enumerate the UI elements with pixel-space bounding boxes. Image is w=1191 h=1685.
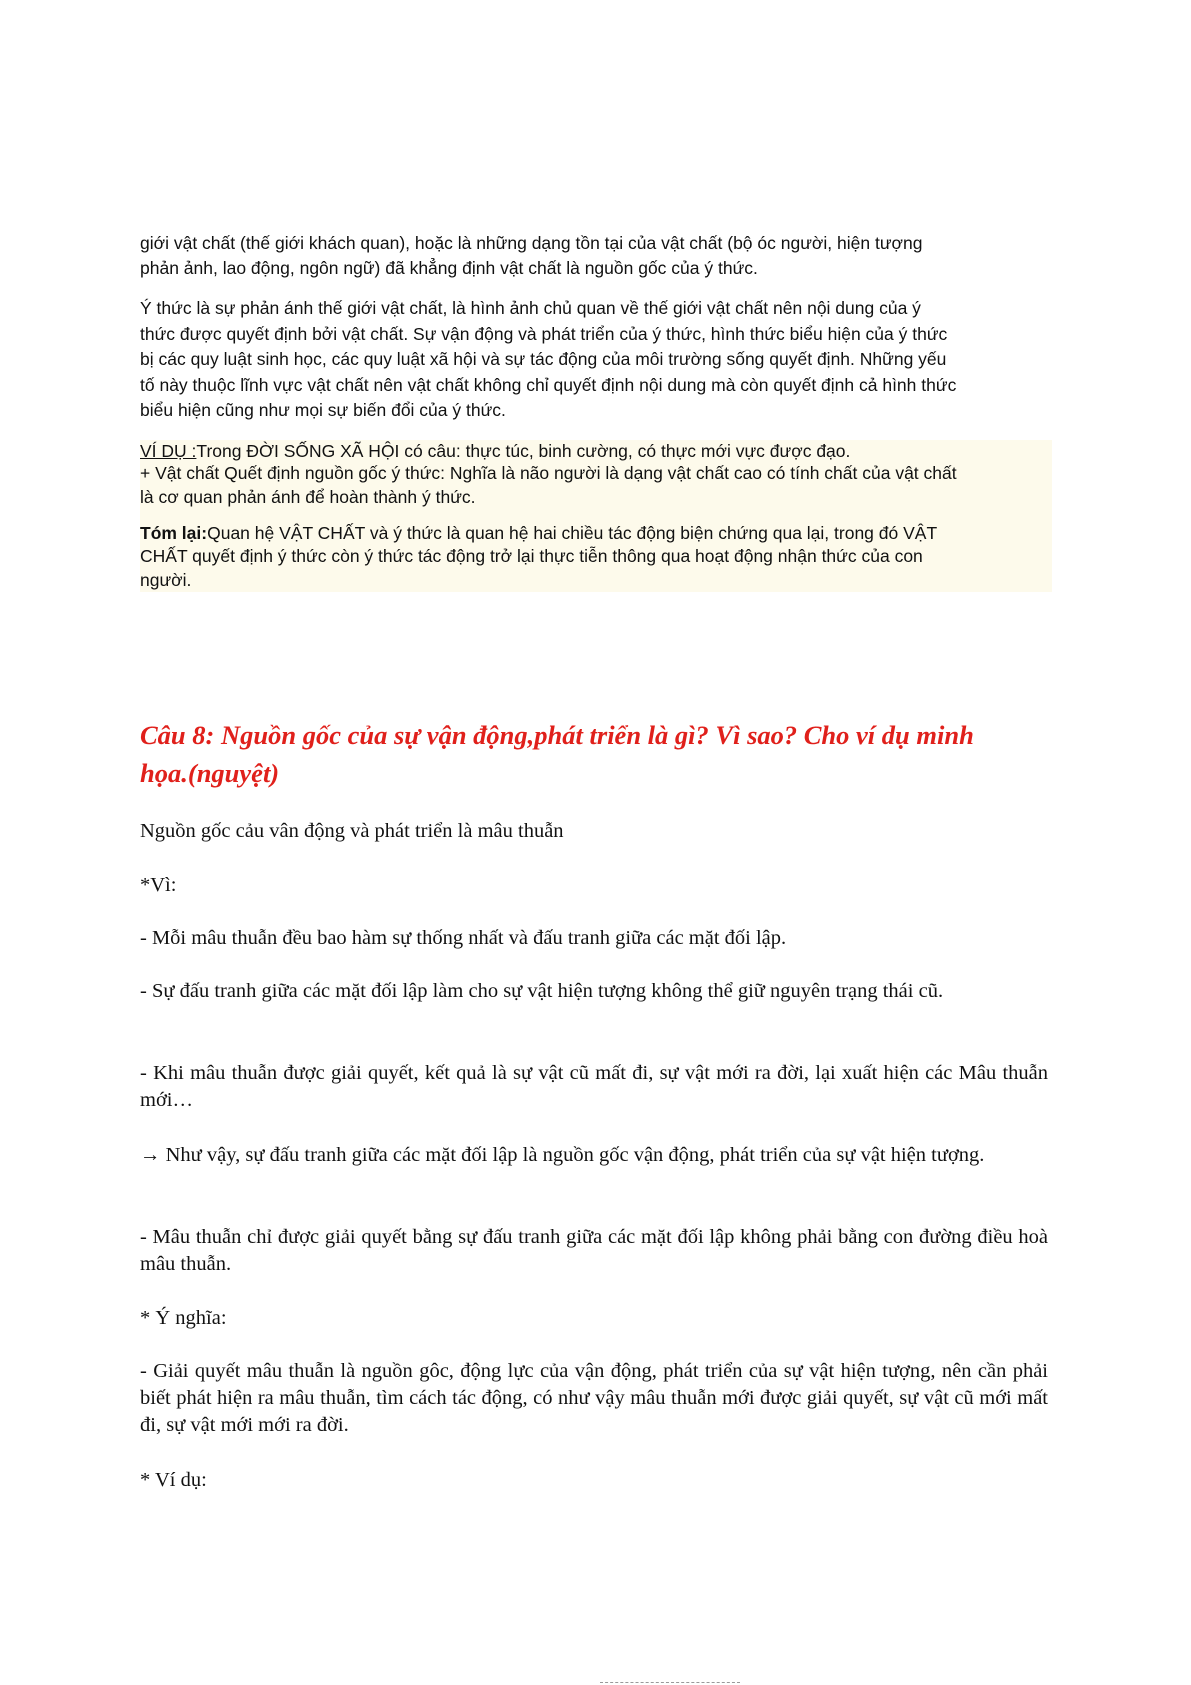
reason-item: - Mỗi mâu thuẫn đều bao hàm sự thống nhất và đấu tranh giữa các mặt đối lập. [140, 927, 787, 949]
example-text: Trong ĐỜI SỐNG XÃ HỘI có câu: thực túc, binh cường, có thực mới vực được đạo. [196, 441, 851, 461]
why-label: *Vì: [140, 874, 177, 896]
summary-line [140, 522, 937, 544]
example-label: VÍ DỤ : [140, 441, 197, 461]
question-8-heading [140, 716, 1040, 792]
summary-text: Quan hệ VẬT CHẤT và ý thức là quan hệ hai chiều tác động biện chứng qua lại, trong đó VẬT [207, 523, 938, 543]
heading-line: Câu 8: Nguồn gốc của sự vận động,phát triển là gì? Vì sao? Cho ví dụ minh [140, 720, 974, 750]
example-line [140, 440, 850, 462]
page-bottom-divider [600, 1682, 740, 1683]
text-line: thức được quyết định bởi vật chất. Sự vận động và phát triển của ý thức, hình thức biểu hiện của ý thức [140, 323, 948, 344]
reason-item: - Khi mâu thuẫn được giải quyết, kết quả là sự vật cũ mất đi, sự vật mới ra đời, lại xuất hiện các Mâu thuẫn mới… [140, 1062, 1048, 1111]
text-line: Ý thức là sự phản ánh thế giới vật chất, là hình ảnh chủ quan về thế giới vật chất nên nội dung của ý [140, 298, 921, 318]
text-line: tố này thuộc lĩnh vực vật chất nên vật chất không chỉ quyết định nội dung mà còn quyết định cả hình thức [140, 374, 957, 395]
reason-item: - Sự đấu tranh giữa các mặt đối lập làm cho sự vật hiện tượng không thể giữ nguyên trạng thái cũ. [140, 980, 944, 1002]
example-label: * Ví dụ: [140, 1469, 207, 1491]
text-line: bị các quy luật sinh học, các quy luật xã hội và sự tác động của môi trường sống quyết định. Những yếu [140, 349, 947, 370]
conclusion-text: → Như vậy, sự đấu tranh giữa các mặt đối lập là nguồn gốc vận động, phát triển của sự vật hiện tượng. [140, 1144, 985, 1166]
point-line: + Vật chất Quết định nguồn gốc ý thức: Nghĩa là não người là dạng vật chất cao có tính chất của vật chất [140, 463, 957, 483]
paragraph-material-origin [140, 231, 1040, 281]
heading-line: họa.(nguyệt) [140, 758, 280, 788]
text-line: phản ảnh, lao động, ngôn ngữ) đã khẳng định vật chất là nguồn gốc của ý thức. [140, 258, 758, 278]
text-line: giới vật chất (thế giới khách quan), hoặc là những dạng tồn tại của vật chất (bộ óc người, hiện tượng [140, 233, 923, 253]
paragraph-consciousness [140, 296, 1040, 424]
summary-line: CHẤT quyết định ý thức còn ý thức tác động trở lại thực tiễn thông qua hoạt động nhận thức của con [140, 546, 923, 566]
text-line: biểu hiện cũng như mọi sự biến đổi của ý thức. [140, 400, 506, 421]
summary-label: Tóm lại: [140, 523, 208, 543]
reason-item: - Mâu thuẫn chỉ được giải quyết bằng sự đấu tranh giữa các mặt đối lập không phải bằng con đường điều hoà mâu thuẫn. [140, 1226, 1048, 1275]
meaning-label: * Ý nghĩa: [140, 1307, 227, 1329]
highlight-box [140, 440, 1052, 592]
meaning-text: - Giải quyết mâu thuẫn là nguồn gôc, động lực của vận động, phát triển của sự vật hiện tượng, nên cần phải biết phát hiện ra mâu thuẫn, tìm cách tác động, có như vậy mâu thuẫn mới được giải quyết, sự vật cũ mới mất đi, sự vật mới mới ra đời. [140, 1360, 1048, 1436]
answer-text: Nguồn gốc cảu vân động và phát triển là mâu thuẫn [140, 820, 564, 842]
point-line: là cơ quan phản ánh để hoàn thành ý thức. [140, 487, 476, 507]
summary-line: người. [140, 570, 192, 590]
